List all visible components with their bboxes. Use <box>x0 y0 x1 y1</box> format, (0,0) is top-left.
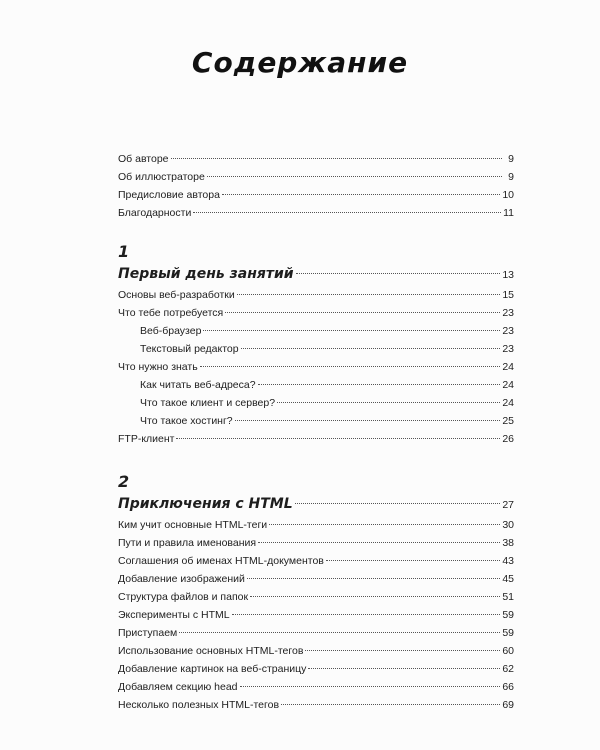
toc-entry-about-illustrator[interactable] <box>118 168 514 186</box>
toc-entry-label: Эксперименты с HTML <box>118 609 230 621</box>
chapter-title: Первый день занятий <box>118 266 294 282</box>
dot-leader <box>250 596 500 597</box>
toc-entry[interactable] <box>118 552 514 570</box>
toc-entry-page: 15 <box>502 289 514 301</box>
toc-chapter-heading[interactable] <box>118 262 514 286</box>
toc-entry-page: 9 <box>508 153 514 165</box>
toc-entry-label: Благодарности <box>118 207 192 219</box>
toc-entry[interactable] <box>118 660 514 678</box>
toc-entry[interactable] <box>118 570 514 588</box>
toc-entry-page: 60 <box>502 645 514 657</box>
toc-entry-label: Что такое клиент и сервер? <box>140 397 276 409</box>
dot-leader <box>295 503 501 504</box>
toc-entry-page: 23 <box>502 307 514 319</box>
toc-entry-page: 13 <box>502 269 514 281</box>
toc-entry-page: 23 <box>502 343 514 355</box>
toc-entry-page: 27 <box>502 499 514 511</box>
dot-leader <box>269 524 500 525</box>
toc-entry-page: 69 <box>502 699 514 711</box>
toc-entry[interactable] <box>118 588 514 606</box>
toc-entry-label: Основы веб-разработки <box>118 289 235 301</box>
toc-entry-page: 26 <box>502 433 514 445</box>
toc-entry-label: Текстовый редактор <box>140 343 239 355</box>
toc-entry-page: 45 <box>502 573 514 585</box>
toc-subentry[interactable] <box>118 394 514 412</box>
toc-entry-label: Пути и правила именования <box>118 537 257 549</box>
dot-leader <box>305 650 500 651</box>
chapter-title: Приключения с HTML <box>118 496 293 512</box>
toc-entry-label: Как читать веб-адреса? <box>140 379 256 391</box>
toc-entry-page: 66 <box>502 681 514 693</box>
page-title: Содержание <box>191 46 409 79</box>
toc-entry-page: 24 <box>502 397 514 409</box>
dot-leader <box>203 330 500 331</box>
toc-entry[interactable] <box>118 304 514 322</box>
toc-entry-label: Что тебе потребуется <box>118 307 224 319</box>
dot-leader <box>171 158 503 159</box>
toc-entry-page: 10 <box>502 189 514 201</box>
toc-subentry[interactable] <box>118 376 514 394</box>
toc-entry[interactable] <box>118 430 514 448</box>
chapter-number: 1 <box>118 242 130 261</box>
toc-entry-page: 23 <box>502 325 514 337</box>
dot-leader <box>179 632 500 633</box>
toc-entry-label: Соглашения об именах HTML-документов <box>118 555 324 567</box>
toc-entry-preface[interactable] <box>118 186 514 204</box>
toc-entry[interactable] <box>118 624 514 642</box>
toc-entry-label: Что нужно знать <box>118 361 198 373</box>
toc-entry-page: 25 <box>502 415 514 427</box>
dot-leader <box>241 348 501 349</box>
toc-entry-page: 24 <box>502 361 514 373</box>
toc-entry-label: Приступаем <box>118 627 178 639</box>
dot-leader <box>232 614 501 615</box>
toc-entry[interactable] <box>118 286 514 304</box>
toc-entry-label: Добавление картинок на веб-страницу <box>118 663 307 675</box>
table-of-contents <box>118 150 514 714</box>
toc-entry[interactable] <box>118 696 514 714</box>
dot-leader <box>207 176 502 177</box>
dot-leader <box>200 366 501 367</box>
dot-leader <box>296 273 501 274</box>
toc-entry-label: Веб-браузер <box>140 325 202 337</box>
toc-entry-page: 59 <box>502 627 514 639</box>
chapter-number: 2 <box>118 472 130 491</box>
dot-leader <box>258 384 501 385</box>
toc-chapter-heading[interactable] <box>118 492 514 516</box>
dot-leader <box>235 420 501 421</box>
toc-subentry[interactable] <box>118 322 514 340</box>
toc-entry[interactable] <box>118 516 514 534</box>
toc-entry-label: Добавление изображений <box>118 573 245 585</box>
toc-entry-label: Несколько полезных HTML-тегов <box>118 699 280 711</box>
toc-entry[interactable] <box>118 678 514 696</box>
toc-entry[interactable] <box>118 534 514 552</box>
toc-entry-label: Об иллюстраторе <box>118 171 205 183</box>
dot-leader <box>222 194 500 195</box>
dot-leader <box>176 438 500 439</box>
toc-entry-page: 38 <box>502 537 514 549</box>
toc-entry-label: Об авторе <box>118 153 169 165</box>
toc-entry-page: 59 <box>502 609 514 621</box>
toc-entry-page: 24 <box>502 379 514 391</box>
dot-leader <box>240 686 501 687</box>
toc-entry-page: 30 <box>502 519 514 531</box>
dot-leader <box>225 312 500 313</box>
toc-entry-label: Структура файлов и папок <box>118 591 249 603</box>
toc-entry[interactable] <box>118 606 514 624</box>
toc-entry-label: FTP-клиент <box>118 433 175 445</box>
dot-leader <box>237 294 501 295</box>
toc-entry-page: 51 <box>502 591 514 603</box>
toc-entry[interactable] <box>118 358 514 376</box>
toc-entry-page: 62 <box>502 663 514 675</box>
toc-entry[interactable] <box>118 642 514 660</box>
dot-leader <box>247 578 500 579</box>
toc-entry-label: Что такое хостинг? <box>140 415 233 427</box>
dot-leader <box>281 704 500 705</box>
dot-leader <box>258 542 500 543</box>
toc-entry-page: 11 <box>503 207 514 219</box>
toc-subentry[interactable] <box>118 340 514 358</box>
toc-entry-about-author[interactable] <box>118 150 514 168</box>
toc-entry-page: 9 <box>508 171 514 183</box>
toc-entry-label: Предисловие автора <box>118 189 220 201</box>
dot-leader <box>326 560 500 561</box>
dot-leader <box>277 402 500 403</box>
toc-entry-page: 43 <box>502 555 514 567</box>
toc-entry-label: Ким учит основные HTML-теги <box>118 519 268 531</box>
toc-subentry[interactable] <box>118 412 514 430</box>
toc-entry-label: Добавляем секцию head <box>118 681 238 693</box>
toc-entry-label: Использование основных HTML-тегов <box>118 645 304 657</box>
dot-leader <box>193 212 501 213</box>
dot-leader <box>308 668 500 669</box>
toc-entry-acknowledgements[interactable] <box>118 204 514 222</box>
